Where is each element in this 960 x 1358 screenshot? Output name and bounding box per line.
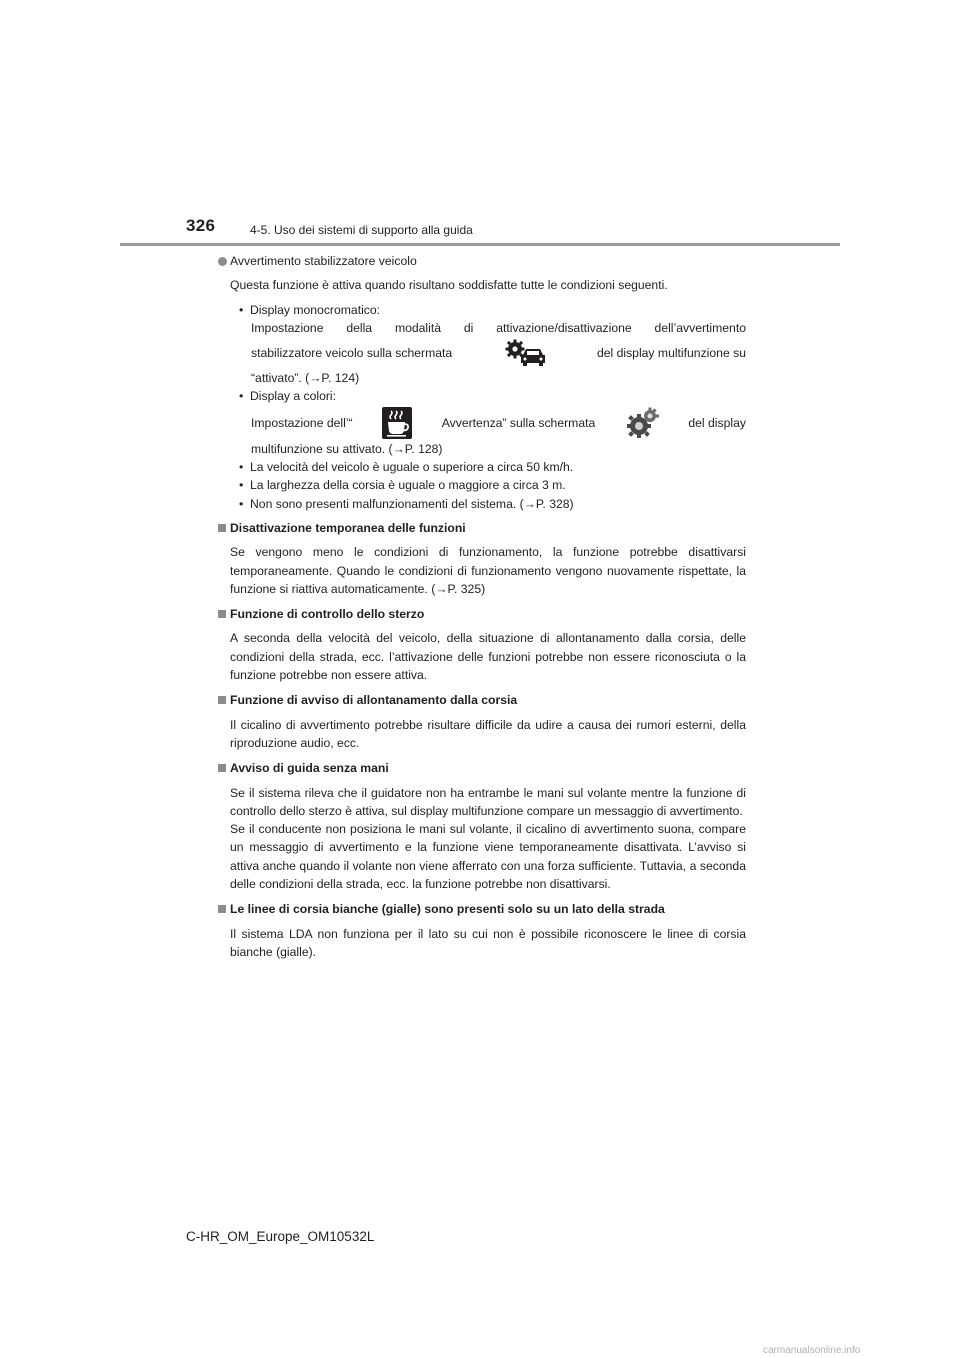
departure-heading: Funzione di avviso di allontanamento dalla corsia [218, 691, 746, 709]
one-side-heading: Le linee di corsia bianche (gialle) sono presenti solo su un lato della strada [218, 900, 746, 918]
coffee-cup-icon [382, 407, 412, 439]
condition-speed: • La velocità del veicolo è uguale o superiore a circa 50 km/h. [239, 460, 574, 475]
gear-car-settings-icon [503, 338, 547, 368]
circle-bullet-icon [218, 257, 227, 266]
steering-heading: Funzione di controllo dello sterzo [218, 605, 746, 623]
document-code: C-HR_OM_Europe_OM10532L [186, 1229, 375, 1244]
sway-warning-heading: Avvertimento stabilizzatore veicolo [218, 252, 746, 270]
mono-text-line1: Impostazione della modalità di attivazione/disattivazione dell’avvertimento [251, 320, 746, 335]
hands-off-text1: Se il sistema rileva che il guidatore non ha entrambe le mani sul volante mentre la funzione di controllo dello sterzo è attiva, sul display multifunzione compare un messaggio di avvertimento. [230, 785, 746, 818]
hands-off-text2: Se il conducente non posiziona le mani sul volante, il cicalino di avvertimento suona, compare un messaggio di avvertimento e la funzione viene temporaneamente disattivata. L’avviso si attiva anche quando il volante non viene afferrato con una forza sufficiente. Tuttavia, a seconda delle condizioni della strada, ecc. la funzione potrebbe non disattivarsi. [230, 822, 746, 892]
condition-no-malfunction: • Non sono presenti malfunzionamenti del sistema. (→P. 328) [239, 496, 574, 511]
header-divider [120, 243, 840, 246]
section-title: 4-5. Uso dei sistemi di supporto alla guida [250, 223, 473, 237]
color-display-item: • Display a colori: [239, 389, 337, 404]
square-bullet-icon [218, 905, 226, 913]
color-text-line2: multifunzione su attivato. (→P. 128) [251, 441, 443, 456]
square-bullet-icon [218, 524, 226, 532]
page-number: 326 [186, 216, 216, 235]
temp-disable-text: Se vengono meno le condizioni di funzionamento, la funzione potrebbe disattivarsi temporaneamente. Quando le condizioni di funzionamento vengono nuovamente rispettate, la funzione si riattiva automaticamente. (→P. 325) [230, 545, 746, 596]
departure-text: Il cicalino di avvertimento potrebbe risultare difficile da udire a causa dei rumori esterni, della riproduzione audio, ecc. [230, 717, 746, 750]
one-side-text: Il sistema LDA non funziona per il lato su cui non è possibile riconoscere le linee di corsia bianche (gialle). [230, 926, 746, 959]
square-bullet-icon [218, 696, 226, 704]
gears-settings-icon [625, 407, 659, 439]
square-bullet-icon [218, 610, 226, 618]
mono-text-line3: “attivato”. (→P. 124) [251, 371, 360, 386]
color-text-line1: Impostazione dell’“ Avvertenza” sulla schermata del display [218, 406, 746, 440]
sway-intro: Questa funzione è attiva quando risultano soddisfatte tutte le condizioni seguenti. [230, 278, 668, 293]
condition-lane-width: • La larghezza della corsia è uguale o maggiore a circa 3 m. [239, 478, 566, 493]
steering-text: A seconda della velocità del veicolo, della situazione di allontanamento dalla corsia, delle condizioni della strada, ecc. l’attivazione delle funzioni potrebbe non essere riconosciuta o la funzione potrebbe non essere attiva. [230, 631, 746, 683]
square-bullet-icon [218, 764, 226, 772]
hands-off-heading: Avviso di guida senza mani [218, 759, 746, 777]
mono-text-line2: stabilizzatore veicolo sulla schermata del display multifunzione su [218, 337, 746, 369]
mono-display-item: • Display monocromatico: [239, 302, 381, 317]
page-content [218, 252, 746, 961]
watermark: carmanualsonline.info [763, 1345, 861, 1356]
temp-disable-heading: Disattivazione temporanea delle funzioni [218, 519, 746, 537]
